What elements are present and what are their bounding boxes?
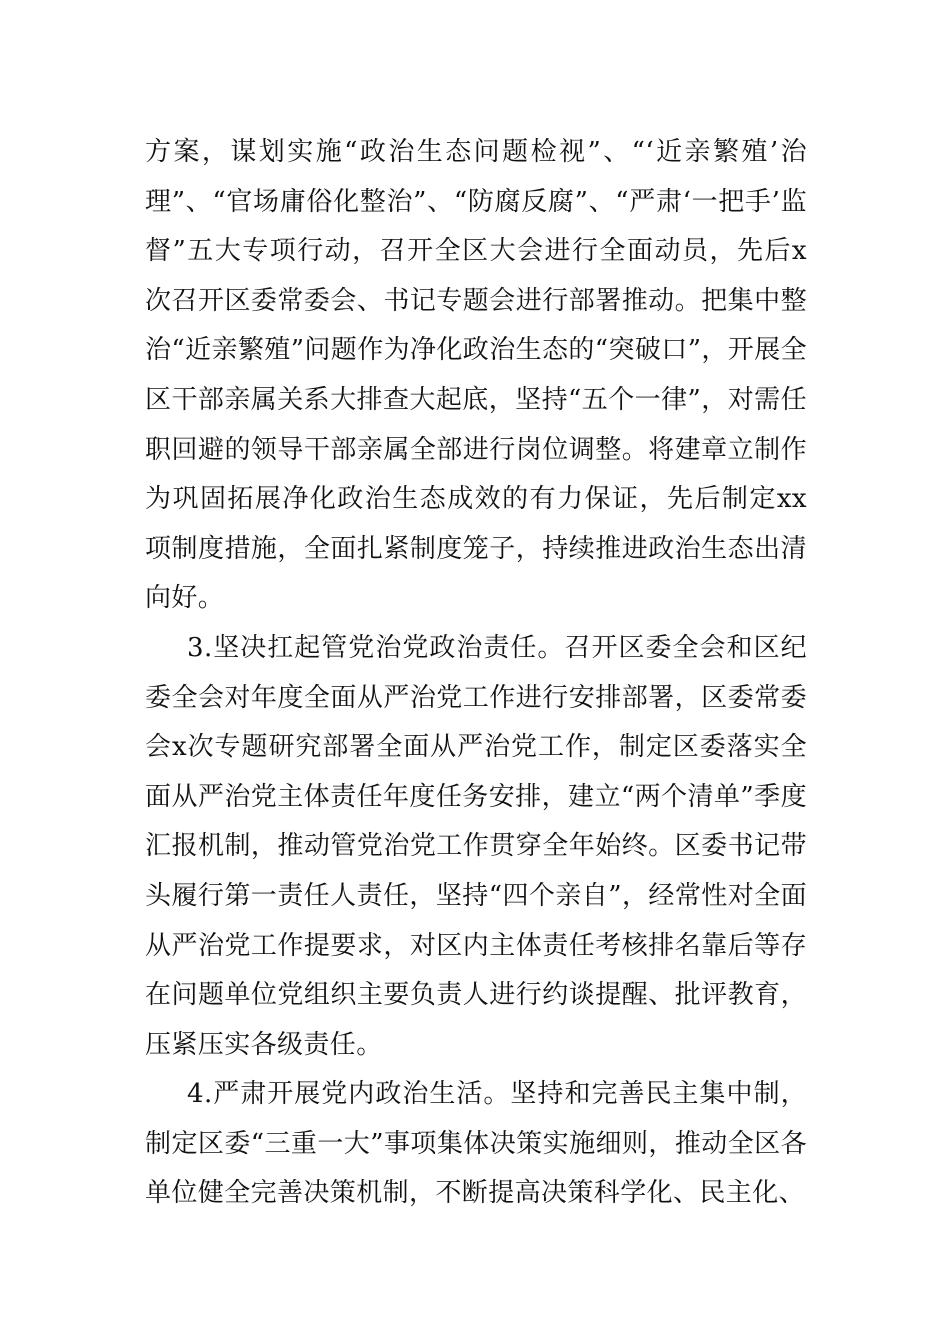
paragraph-continued: 方案，谋划实施“政治生态问题检视”、“‘近亲繁殖’治理”、“官场庸俗化整治”、“防腐反腐”、“严肃‘一把手’监督”五大专项行动，召开全区大会进行全面动员，先后x次召开区委常委会、书记专题会进行部署推动。把集中整治“近亲繁殖”问题作为净化政治生态的“突破口”，开展全区干部亲属关系大排查大起底，坚持“五个一律”，对需任职回避的领导干部亲属全部进行岗位调整。将建章立制作为巩固拓展净化政治生态成效的有力保证，先后制定xx项制度措施，全面扎紧制度笼子，持续推进政治生态出清向好。 xyxy=(145,137,807,614)
paragraph-section-4: 4.严肃开展党内政治生活。坚持和完善民主集中制，制定区委“三重一大”事项集体决策实施细则，推动全区各单位健全完善决策机制，不断提高决策科学化、民主化、 xyxy=(145,1079,807,1209)
paragraph-section-3: 3.坚决扛起管党治党政治责任。召开区委全会和区纪委全会对年度全面从严治党工作进行安排部署，区委常委会x次专题研究部署全面从严治党工作，制定区委落实全面从严治党主体责任年度任务安排，建立“两个清单”季度汇报机制，推动管党治党工作贯穿全年始终。区委书记带头履行第一责任人责任，坚持“四个亲自”，经常性对全面从严治党工作提要求，对区内主体责任考核排名靠后等存在问题单位党组织主要负责人进行约谈提醒、批评教育，压紧压实各级责任。 xyxy=(145,632,807,1060)
document-body xyxy=(145,128,807,1219)
